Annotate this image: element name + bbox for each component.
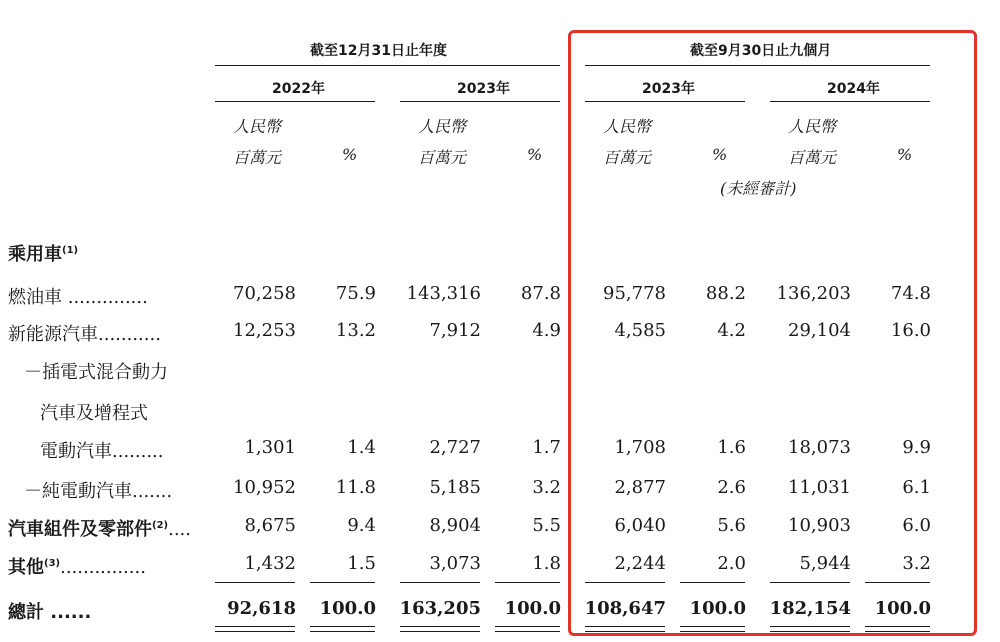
cell: 1.5: [347, 553, 376, 574]
row-label-parts-note: (2): [152, 520, 169, 531]
cell: 13.2: [335, 320, 376, 341]
row-label-other-leader: ...............: [60, 557, 146, 578]
row-label-phev-1: －插電式混合動力: [24, 362, 168, 383]
cell: 2,727: [429, 437, 481, 458]
cell: 1.6: [717, 437, 746, 458]
cell-total: 100.0: [504, 598, 561, 619]
cell: 1.7: [532, 437, 561, 458]
row-label-nev: 新能源汽車...........: [8, 324, 161, 345]
header-year-2023a: 2023年: [457, 81, 510, 97]
cell: 29,104: [788, 320, 851, 341]
cell: 2.0: [717, 553, 746, 574]
cell-total: 100.0: [319, 598, 376, 619]
unit-pct-4: %: [897, 145, 913, 164]
unit-millions-4: 百萬元: [788, 148, 837, 167]
cell: 10,903: [788, 515, 851, 536]
subtotal-rule-1: [215, 582, 295, 583]
cell: 9.4: [347, 515, 376, 536]
unit-currency-2: 人民幣: [418, 117, 467, 136]
cell: 11,031: [788, 477, 851, 498]
header-year-2022: 2022年: [272, 81, 325, 97]
row-label-other-text: 其他: [8, 557, 44, 578]
header-year-group-rule: [215, 65, 560, 66]
cell: 10,952: [233, 477, 296, 498]
cell: 6,040: [614, 515, 666, 536]
unit-millions-3: 百萬元: [603, 148, 652, 167]
cell: 5,185: [429, 477, 481, 498]
row-label-phev-2: 汽車及增程式: [40, 403, 148, 424]
cell: 3.2: [902, 553, 931, 574]
cell-total: 108,647: [584, 598, 666, 619]
unit-currency-3: 人民幣: [603, 117, 652, 136]
cell: 3.2: [532, 477, 561, 498]
cell: 11.8: [335, 477, 376, 498]
cell: 9.9: [902, 437, 931, 458]
cell: 87.8: [520, 283, 561, 304]
cell: 143,316: [406, 283, 481, 304]
header-year-2024: 2024年: [827, 81, 880, 97]
cell: 7,912: [429, 320, 481, 341]
header-year-2022-rule: [215, 101, 375, 102]
cell: 8,675: [244, 515, 296, 536]
unit-currency-4: 人民幣: [788, 117, 837, 136]
cell-total: 163,205: [399, 598, 481, 619]
row-label-parts: [8, 515, 191, 541]
cell: 18,073: [788, 437, 851, 458]
cell: 1,432: [244, 553, 296, 574]
row-label-bev: －純電動汽車.......: [24, 481, 173, 502]
section-title: [8, 240, 78, 266]
header-year-group: 截至12月31日止年度: [310, 43, 447, 59]
cell: 4,585: [614, 320, 666, 341]
total-double-rule-3: [400, 626, 480, 632]
cell: 2.6: [717, 477, 746, 498]
cell: 5,944: [799, 553, 851, 574]
row-label-parts-leader: ....: [168, 519, 191, 540]
unit-millions-1: 百萬元: [233, 148, 282, 167]
cell: 95,778: [603, 283, 666, 304]
cell: 1,708: [614, 437, 666, 458]
subtotal-rule-6: [495, 582, 560, 583]
cell-total: 100.0: [874, 598, 931, 619]
row-label-fuel: 燃油車 ..............: [8, 287, 148, 308]
unit-pct-1: %: [342, 145, 358, 164]
cell: 4.2: [717, 320, 746, 341]
subtotal-rule-2: [400, 582, 480, 583]
cell: 1.8: [532, 553, 561, 574]
cell: 70,258: [233, 283, 296, 304]
header-year-2023a-rule: [400, 101, 560, 102]
cell: 3,073: [429, 553, 481, 574]
subtotal-rule-5: [310, 582, 375, 583]
cell: 1,301: [244, 437, 296, 458]
unit-currency-1: 人民幣: [233, 117, 282, 136]
row-label-phev-3: 電動汽車.........: [40, 441, 164, 462]
unit-pct-3: %: [712, 145, 728, 164]
cell-total: 182,154: [769, 598, 851, 619]
header-year-2023b: 2023年: [642, 81, 695, 97]
cell: 6.0: [902, 515, 931, 536]
cell: 1.4: [347, 437, 376, 458]
row-label-total: 總計 ......: [8, 602, 92, 623]
total-double-rule-1: [215, 626, 295, 632]
unit-millions-2: 百萬元: [418, 148, 467, 167]
row-label-parts-text: 汽車組件及零部件: [8, 519, 152, 540]
cell-total: 100.0: [689, 598, 746, 619]
cell: 88.2: [705, 283, 746, 304]
cell-total: 92,618: [227, 598, 296, 619]
cell: 74.8: [890, 283, 931, 304]
cell: 5.5: [532, 515, 561, 536]
unit-pct-2: %: [527, 145, 543, 164]
section-title-note: (1): [62, 245, 79, 256]
nine-month-highlight-frame: [568, 30, 977, 636]
section-title-text: 乘用車: [8, 244, 62, 265]
cell: 8,904: [429, 515, 481, 536]
cell: 136,203: [776, 283, 851, 304]
cell: 75.9: [335, 283, 376, 304]
cell: 5.6: [717, 515, 746, 536]
row-label-other-note: (3): [44, 558, 61, 569]
total-double-rule-4: [495, 626, 560, 632]
cell: 2,877: [614, 477, 666, 498]
total-double-rule-2: [310, 626, 375, 632]
cell: 4.9: [532, 320, 561, 341]
unaudited-note: (未經審計): [720, 179, 797, 198]
header-nine-month-group: 截至9月30日止九個月: [690, 43, 832, 59]
cell: 6.1: [902, 477, 931, 498]
cell: 16.0: [890, 320, 931, 341]
row-label-other: [8, 553, 146, 579]
cell: 12,253: [233, 320, 296, 341]
cell: 2,244: [614, 553, 666, 574]
